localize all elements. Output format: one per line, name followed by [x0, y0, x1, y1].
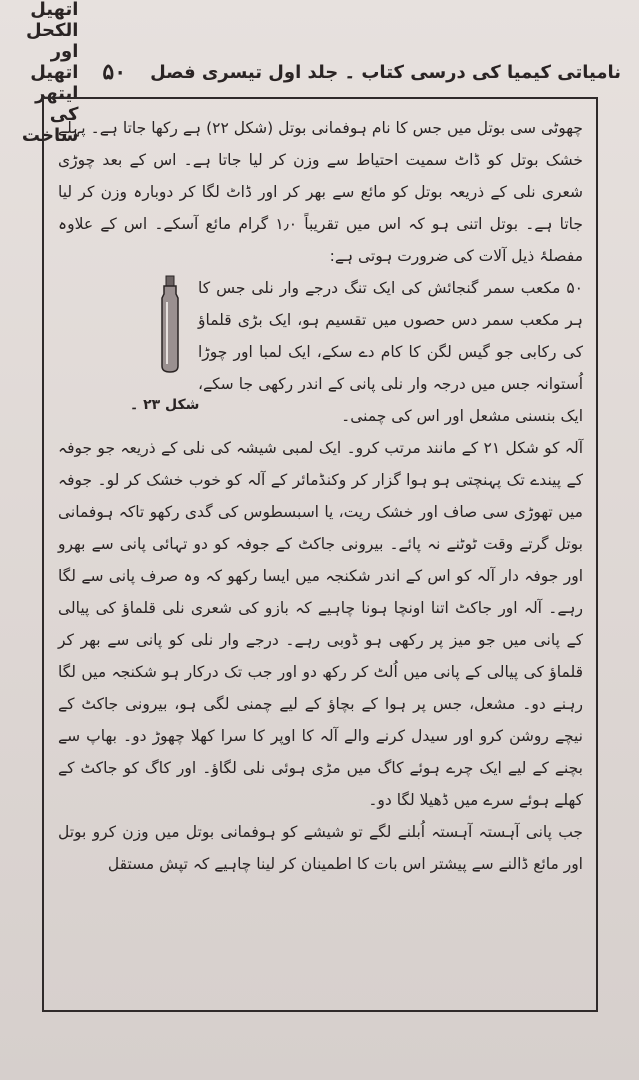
running-title: نامیاتی کیمیا کی درسی کتاب ۔ جلد اول تیسری فصل — [150, 61, 621, 83]
paragraph: چھوٹی سی بوتل میں جس کا نام ہوفمانی بوتل (شکل ۲۲) ہے رکھا جاتا ہے۔ پہلے خشک بوتل کو ڈاٹ سمیت احتیاط سے وزن کر لیا جاتا ہے۔ اس کے بعد چوڑی شعری نلی کے ذریعہ بوتل کو مائع سے بھر کر اور ڈاٹ لگا کر دوبارہ وزن کر لیا جاتا ہے۔ بوتل اتنی ہو کہ اس میں تقریباً ۱٫۰ گرام مائع آسکے۔ اس کے علاوہ مفصلۂ ذیل آلات کی ضرورت ہوتی ہے: — [58, 119, 584, 265]
figure-caption: شکل ۲۳ ۔ — [130, 397, 200, 413]
paragraph: جب پانی آہستہ آہستہ اُبلنے لگے تو شیشے کو ہوفمانی بوتل میں وزن کرو بوتل اور مائع ڈالنے سے پیشتر اس بات کا اطمینان کر لینا چاہیے کہ تپش مستقل — [58, 823, 583, 873]
chapter-title: اتھیل الکحل اور اتھیل ایتھر کی ساخت — [21, 0, 79, 146]
paragraph: آلہ کو شکل ۲۱ کے مانند مرتب کرو۔ ایک لمبی شیشہ کی نلی کے ذریعہ جو جوفہ کے پیندے تک پہنچتی ہو ہوا گزار کر وکنڈمائر کے آلہ کو خوب خشک کر لو۔ جوفہ میں تھوڑی سی صاف اور خشک ریت، یا اسبسطوس کی گدی رکھو تاکہ ہوفمانی بوتل گرتے وقت ٹوٹنے نہ پائے۔ بیرونی جاکٹ کے جوفہ کو دو تہائی پانی سے بھرو اور جوفہ دار آلہ کو اس کے اندر شکنجہ میں ایسا رکھو کہ وہ صرف پانی سے لگا رہے۔ آلہ اور جاکٹ اتنا اونچا ہونا چاہیے کہ بازو کی شعری نلی قلماؤ کی پیالی کے پانی میں جو میز پر رکھی ہو ڈوبی رہے۔ درجے وار نلی کو پانی سے بھر کر قلماؤ کی پیالی کے پانی میں اُلٹ کر رکھ دو اور جب تک درکار ہو شکنجہ میں لگا رہنے دو۔ مشعل، جس پر ہوا کے بچاؤ کے لیے چمنی لگی ہو، بیرونی جاکٹ کے نیچے روشن کرو اور سیدل کرنے والے آلہ کا اوپر کا سرا کھلا چھوڑ دو۔ بھاپ سے بچنے کے لیے ایک چرے ہوئے کاگ میں مڑی ہوئی نلی لگاؤ۔ اور کاگ کو جاکٹ کے کھلے ہوئے سرے میں ڈھیلا لگا دو۔ — [58, 439, 583, 809]
paragraph: ۵۰ مکعب سمر گنجائش کی ایک تنگ درجے وار نلی جس کا ہر مکعب سمر دس حصوں میں تقسیم ہو، ایک بڑی قلماؤ کی رکابی جو گیس لگن کا کام دے سکے، ایک لمبا اور چوڑا اُستوانہ جس میں درجہ وار نلی پانی کے اندر رکھی جا سکے، ایک بنسنی مشعل اور اس کی چمنی۔ — [198, 279, 583, 425]
body-text — [58, 112, 583, 880]
page-number: ۵۰ — [102, 59, 127, 85]
page-header — [21, 0, 621, 146]
